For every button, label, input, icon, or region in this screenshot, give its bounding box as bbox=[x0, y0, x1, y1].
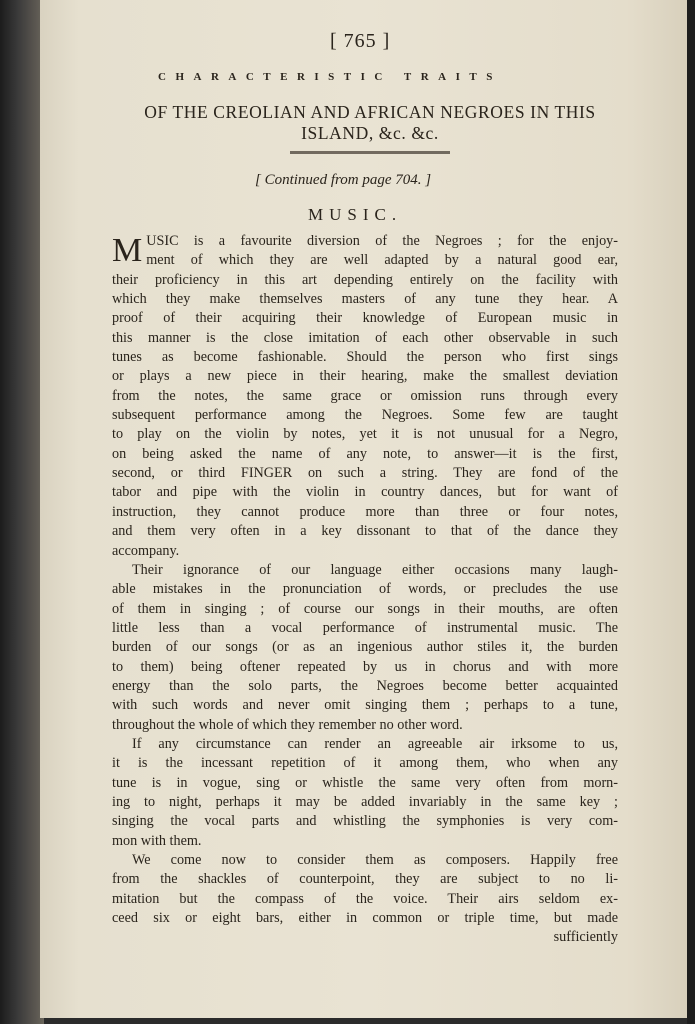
text-line: little less than a vocal performance of instrumental music. The bbox=[112, 619, 618, 636]
text-line: ment of which they are well adapted by a natural good ear, bbox=[146, 252, 618, 269]
text-line: this manner is the close imitation of each other observable in such bbox=[112, 329, 618, 346]
body-text bbox=[112, 232, 618, 948]
article-title bbox=[110, 102, 630, 144]
text-line: which they make themselves masters of any tune they hear. A bbox=[112, 291, 618, 308]
article-title-line1: OF THE CREOLIAN AND AFRICAN NEGROES IN THIS bbox=[144, 102, 596, 122]
text-line: instruction, they cannot produce more than three or four notes, bbox=[112, 503, 618, 520]
continued-note: [ Continued from page 704. ] bbox=[255, 172, 432, 188]
text-line: tabor and pipe with the violin in country dances, but for want of bbox=[112, 484, 618, 501]
article-title-line2: ISLAND, &c. &c. bbox=[301, 123, 439, 143]
text-line: to them) being oftener repeated by us in chorus and with more bbox=[112, 658, 618, 675]
text-line: and them very often in a key dissonant to that of the dance they bbox=[112, 523, 618, 540]
text-line: subsequent performance among the Negroes. Some few are taught bbox=[112, 407, 618, 424]
text-line: of them in singing ; of course our songs in their mouths, are often bbox=[112, 600, 618, 617]
text-line: tune is in vogue, sing or whistle the same very often from morn- bbox=[112, 774, 618, 791]
text-line: their proficiency in this art depending entirely on the facility with bbox=[112, 271, 618, 288]
text-line: ceed six or eight bars, either in common or triple time, but made bbox=[112, 910, 618, 927]
text-line: mitation but the compass of the voice. Their airs seldom ex- bbox=[112, 890, 618, 907]
drop-cap: M bbox=[112, 232, 143, 269]
section-title: MUSIC. bbox=[308, 205, 403, 224]
text-line: able mistakes in the pronunciation of words, or precludes the use bbox=[112, 581, 618, 598]
page-number: [ 765 ] bbox=[330, 30, 391, 52]
text-line: it is the incessant repetition of it among them, who when any bbox=[112, 755, 618, 772]
text-line: or plays a new piece in their hearing, make the smallest deviation bbox=[112, 368, 618, 385]
text-line: accompany. bbox=[112, 542, 180, 559]
text-line: singing the vocal parts and whistling the symphonies is very com- bbox=[112, 813, 618, 830]
text-line: Their ignorance of our language either occasions many laugh- bbox=[132, 561, 618, 578]
book-spine bbox=[0, 0, 44, 1024]
header-spaced-title: CHARACTERISTIC TRAITS bbox=[158, 71, 502, 83]
text-line: to play on the violin by notes, yet it is not unusual for a Negro, bbox=[112, 426, 618, 443]
text-line: proof of their acquiring their knowledge of European music in bbox=[112, 310, 618, 327]
text-line: mon with them. bbox=[112, 832, 202, 849]
text-line: We come now to consider them as composers. Happily free bbox=[132, 852, 618, 868]
text-line: from the notes, the same grace or omission runs through every bbox=[112, 387, 618, 404]
text-line: tunes as become fashionable. Should the person who first sings bbox=[112, 349, 618, 366]
text-line: on being asked the name of any note, to answer—it is the first, bbox=[112, 445, 618, 462]
text-line: second, or third FINGER on such a string. They are fond of the bbox=[112, 465, 618, 482]
text-line: energy than the solo parts, the Negroes become better acquainted bbox=[112, 677, 618, 694]
text-line: USIC is a favourite diversion of the Negroes ; for the enjoy- bbox=[146, 233, 618, 249]
document-page bbox=[40, 0, 692, 1018]
text-line: with such words and never omit singing them ; perhaps to a tune, bbox=[112, 697, 618, 714]
page-edge bbox=[687, 0, 695, 1024]
text-line: burden of our songs (or as an ingenious author stiles it, the burden bbox=[112, 639, 618, 656]
text-line: If any circumstance can render an agreeable air irksome to us, bbox=[132, 735, 618, 752]
decorative-rule bbox=[290, 151, 450, 154]
text-line: ing to night, perhaps it may be added invariably in the same key ; bbox=[112, 793, 618, 810]
catchword: sufficiently bbox=[553, 929, 618, 946]
text-line: throughout the whole of which they remember no other word. bbox=[112, 716, 463, 733]
text-line: from the shackles of counterpoint, they are subject to no li- bbox=[112, 871, 618, 888]
